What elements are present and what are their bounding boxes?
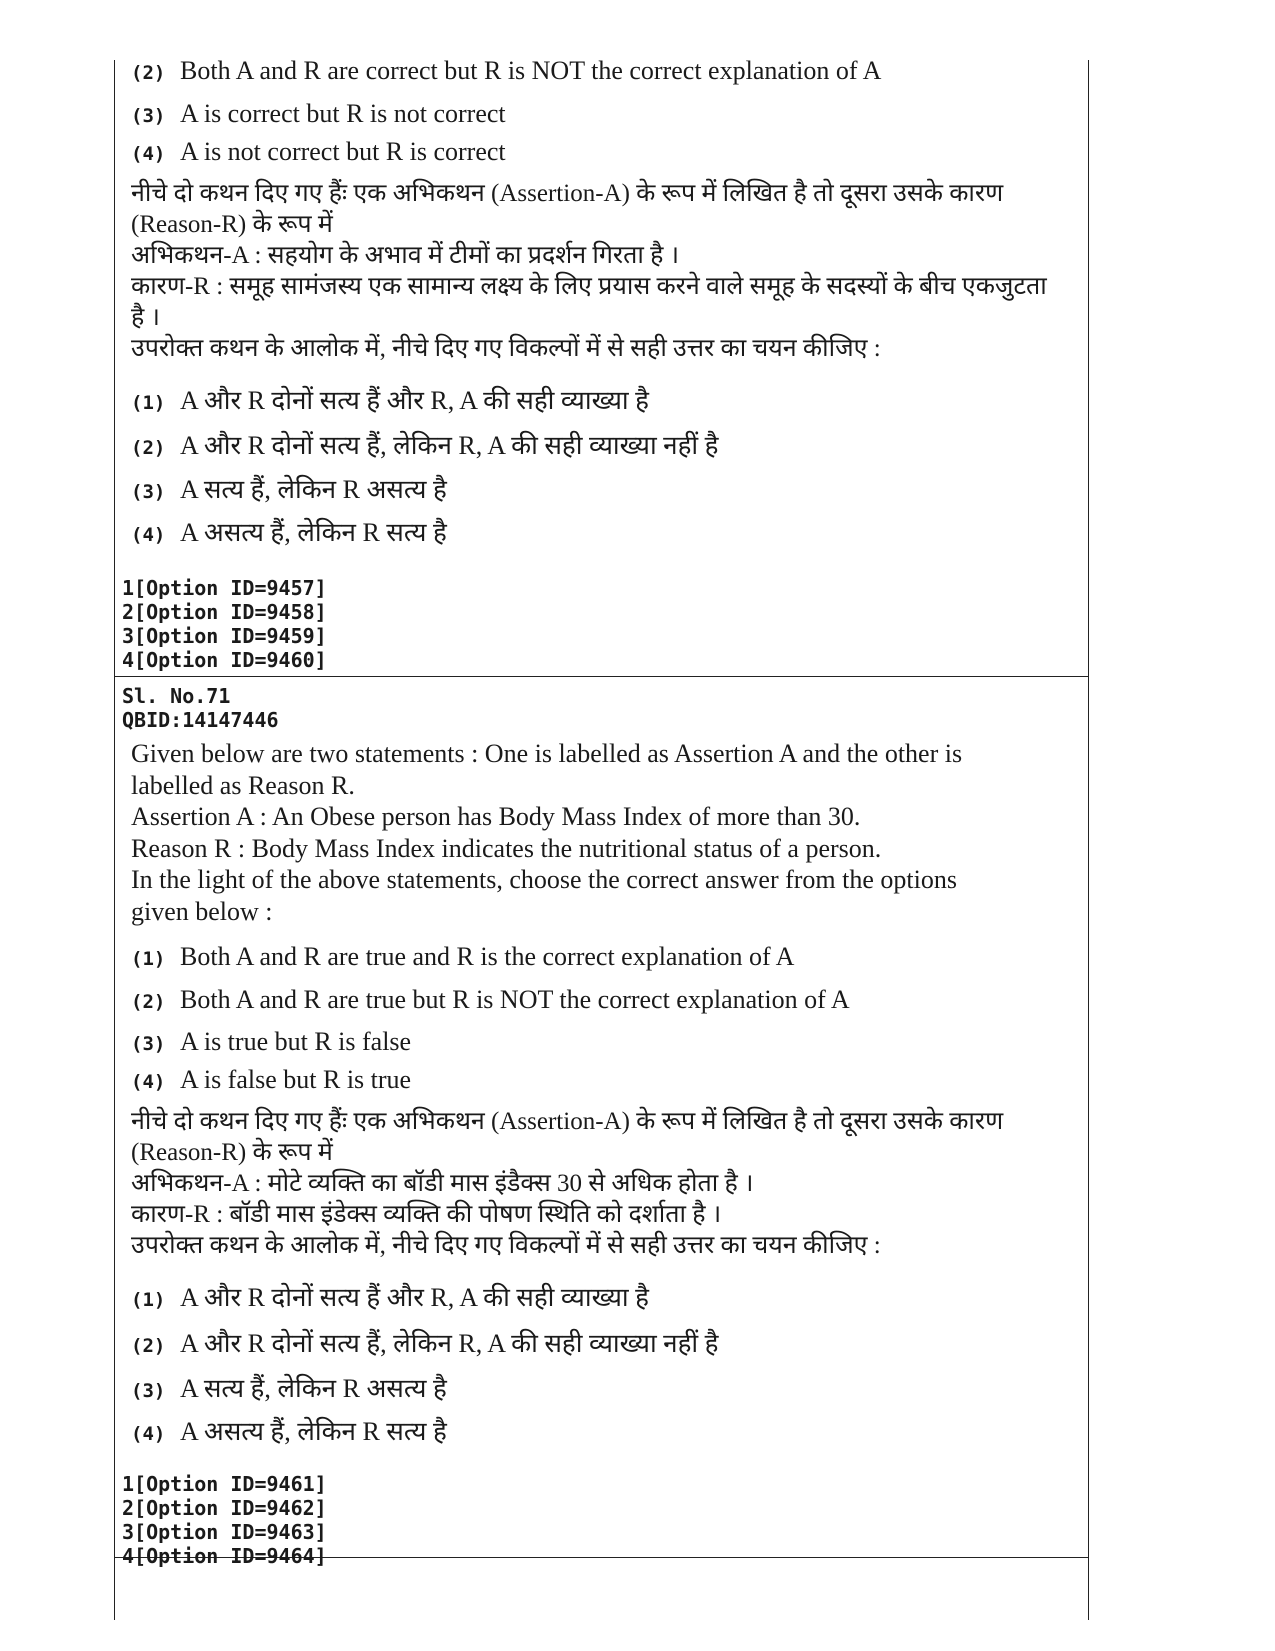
statement-line: अभिकथन-A : सहयोग के अभाव में टीमों का प्रदर्शन गिरता है ।: [131, 242, 680, 269]
option-number: (1): [131, 392, 166, 414]
statement-line: (Reason-R) के रूप में: [131, 1139, 333, 1166]
q70-hindi-statement: [131, 178, 1061, 364]
statement-line: उपरोक्त कथन के आलोक में, नीचे दिए गए विकल्पों में से सही उत्तर का चयन कीजिए :: [131, 1232, 881, 1259]
q71-hi-option-4: [131, 1412, 447, 1448]
q70-en-option-2: [131, 56, 881, 86]
q71-header: [122, 684, 279, 732]
option-text: A सत्य हैं, लेकिन R असत्य है: [180, 1374, 447, 1403]
option-number: (2): [131, 62, 166, 84]
option-text: A सत्य हैं, लेकिन R असत्य है: [180, 475, 447, 504]
option-text: A असत्य हैं, लेकिन R सत्य है: [180, 1417, 447, 1446]
option-number: (3): [131, 481, 166, 503]
option-number: (2): [131, 1335, 166, 1357]
option-number: (2): [131, 991, 166, 1013]
option-id: 3[Option ID=9463]: [122, 1520, 327, 1544]
row-divider: [114, 676, 1089, 677]
q71-en-option-2: [131, 985, 850, 1015]
option-id: 1[Option ID=9461]: [122, 1472, 327, 1496]
option-text: A is true but R is false: [180, 1027, 412, 1056]
statement-line: Given below are two statements : One is labelled as Assertion A and the other is: [131, 739, 963, 768]
q71-hi-option-1: [131, 1278, 649, 1314]
option-number: (4): [131, 143, 166, 165]
q71-en-option-4: [131, 1065, 411, 1095]
statement-line: अभिकथन-A : मोटे व्यक्ति का बॉडी मास इंडैक्स 30 से अधिक होता है ।: [131, 1170, 754, 1197]
option-text: A और R दोनों सत्य हैं, लेकिन R, A की सही व्याख्या नहीं है: [180, 1329, 719, 1358]
q70-en-option-4: [131, 137, 506, 167]
statement-line: नीचे दो कथन दिए गए हैंः एक अभिकथन (Assertion-A) के रूप में लिखित है तो दूसरा उसके कारण: [131, 180, 1004, 207]
option-text: A is not correct but R is correct: [180, 137, 506, 166]
statement-line: कारण-R : समूह सामंजस्य एक सामान्य लक्ष्य के लिए प्रयास करने वाले समूह के सदस्यों के बीच एकजुटता: [131, 273, 1047, 300]
q70-hi-option-1: [131, 381, 649, 417]
option-text: Both A and R are true and R is the correct explanation of A: [180, 942, 795, 971]
option-id: 1[Option ID=9457]: [122, 576, 327, 600]
q71-hi-option-2: [131, 1324, 718, 1360]
statement-line: Assertion A : An Obese person has Body Mass Index of more than 30.: [131, 802, 861, 831]
statement-line: Reason R : Body Mass Index indicates the nutritional status of a person.: [131, 833, 882, 863]
statement-line: कारण-R : बॉडी मास इंडेक्स व्यक्ति की पोषण स्थिति को दर्शाता है ।: [131, 1201, 722, 1228]
q71-hindi-statement: [131, 1106, 1061, 1261]
option-number: (1): [131, 948, 166, 970]
statement-line: (Reason-R) के रूप में: [131, 211, 333, 238]
q70-option-ids: [122, 576, 327, 672]
option-text: Both A and R are true but R is NOT the correct explanation of A: [180, 985, 850, 1014]
option-number: (3): [131, 1033, 166, 1055]
statement-line: उपरोक्त कथन के आलोक में, नीचे दिए गए विकल्पों में से सही उत्तर का चयन कीजिए :: [131, 335, 881, 362]
option-id: 4[Option ID=9460]: [122, 648, 327, 672]
option-number: (1): [131, 1289, 166, 1311]
option-id: 4[Option ID=9464]: [122, 1544, 327, 1568]
option-text: A और R दोनों सत्य हैं, लेकिन R, A की सही व्याख्या नहीं है: [180, 431, 719, 460]
option-number: (3): [131, 105, 166, 127]
option-text: A असत्य हैं, लेकिन R सत्य है: [180, 518, 447, 547]
question-bank-id: QBID:14147446: [122, 708, 279, 732]
option-number: (3): [131, 1380, 166, 1402]
q70-hi-option-3: [131, 470, 447, 506]
q70-hi-option-2: [131, 426, 718, 462]
q71-english-statement: [131, 738, 1061, 927]
option-number: (2): [131, 437, 166, 459]
q70-hi-option-4: [131, 513, 447, 549]
option-number: (4): [131, 1423, 166, 1445]
statement-line: नीचे दो कथन दिए गए हैंः एक अभिकथन (Assertion-A) के रूप में लिखित है तो दूसरा उसके कारण: [131, 1108, 1004, 1135]
option-id: 2[Option ID=9462]: [122, 1496, 327, 1520]
option-text: A is false but R is true: [180, 1065, 412, 1094]
option-text: A और R दोनों सत्य हैं और R, A की सही व्याख्या है: [180, 1283, 649, 1312]
statement-line: labelled as Reason R.: [131, 770, 355, 800]
option-number: (4): [131, 524, 166, 546]
q71-hi-option-3: [131, 1369, 447, 1405]
q71-en-option-1: [131, 942, 794, 972]
serial-number: Sl. No.71: [122, 684, 231, 708]
statement-line: है ।: [131, 304, 161, 331]
statement-line: given below :: [131, 896, 273, 926]
q71-option-ids: [122, 1472, 327, 1568]
option-text: A is correct but R is not correct: [180, 99, 506, 128]
q70-en-option-3: [131, 99, 506, 129]
option-number: (4): [131, 1071, 166, 1093]
option-text: Both A and R are correct but R is NOT the correct explanation of A: [180, 56, 882, 85]
option-text: A और R दोनों सत्य हैं और R, A की सही व्याख्या है: [180, 386, 649, 415]
statement-line: In the light of the above statements, choose the correct answer from the options: [131, 865, 957, 894]
option-id: 2[Option ID=9458]: [122, 600, 327, 624]
q71-en-option-3: [131, 1027, 411, 1057]
option-id: 3[Option ID=9459]: [122, 624, 327, 648]
